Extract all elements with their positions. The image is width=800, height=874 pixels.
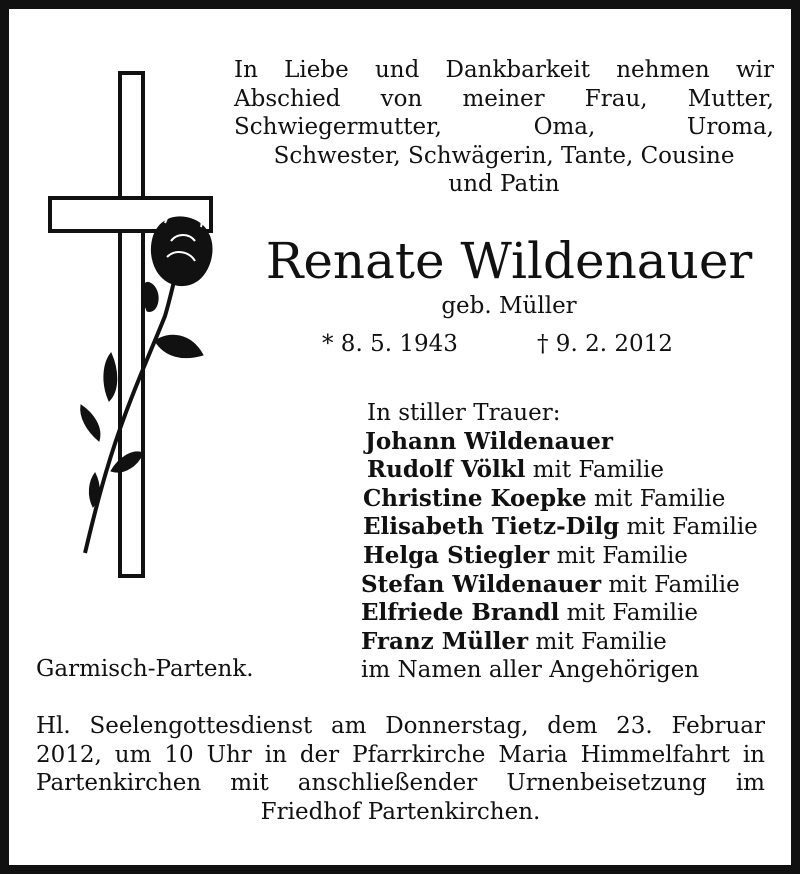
mourner-row (349, 628, 758, 657)
mourner-suffix: mit Familie (601, 571, 740, 598)
mourner-name: Helga Stiegler (363, 541, 550, 569)
mourner-row (349, 485, 758, 514)
mourner-name: Rudolf Völkl (367, 456, 526, 484)
mourner-suffix: mit Familie (559, 600, 699, 627)
mourners-closing: im Namen aller Angehörigen (361, 657, 700, 684)
death-date: † 9. 2. 2012 (537, 331, 673, 357)
mourner-suffix: mit Familie (528, 628, 667, 655)
mourner-row (349, 542, 758, 571)
intro-line: und Patin (448, 171, 560, 197)
mourner-row (349, 599, 758, 628)
mourner-row (349, 513, 758, 542)
mourner-name: Elfriede Brandl (361, 599, 560, 627)
mourners-heading: In stiller Trauer: (367, 400, 561, 426)
service-line: Partenkirchen mit anschließender Urnenbeisetzung im (36, 770, 765, 796)
mourner-row (349, 456, 758, 485)
intro-line: Schwiegermutter, Oma, Uroma, (234, 114, 774, 140)
mourner-suffix: mit Familie (619, 514, 758, 541)
service-info (36, 712, 765, 826)
mourner-suffix: mit Familie (549, 542, 688, 569)
mourner-suffix: mit Familie (525, 457, 665, 484)
maiden-name: geb. Müller (441, 293, 577, 319)
intro-text (234, 56, 774, 199)
mourner-name: Christine Koepke (363, 484, 587, 512)
service-line: 2012, um 10 Uhr in der Pfarrkirche Maria Himmelfahrt in (36, 741, 765, 768)
mourner-name: Johann Wildenauer (365, 427, 614, 455)
mourner-name: Stefan Wildenauer (361, 570, 602, 598)
service-line: Friedhof Partenkirchen. (260, 798, 541, 825)
place-name: Garmisch-Partenk. (36, 656, 254, 682)
intro-line: Schwester, Schwägerin, Tante, Cousine (273, 142, 735, 169)
intro-line: In Liebe und Dankbarkeit nehmen wir (234, 57, 774, 83)
mourner-row (349, 428, 758, 457)
mourners-list (349, 399, 758, 685)
rose-icon (81, 210, 212, 554)
mourner-name: Franz Müller (361, 627, 529, 655)
mourner-row (349, 571, 758, 600)
mourner-suffix: mit Familie (586, 485, 726, 512)
mourner-name: Elisabeth Tietz-Dilg (363, 513, 620, 541)
service-line: Hl. Seelengottesdienst am Donnerstag, dem 23. Februar (36, 713, 765, 739)
birth-date: * 8. 5. 1943 (322, 331, 458, 357)
intro-line: Abschied von meiner Frau, Mutter, (234, 85, 774, 112)
deceased-name: Renate Wildenauer (265, 232, 753, 290)
cross-icon (47, 71, 237, 581)
